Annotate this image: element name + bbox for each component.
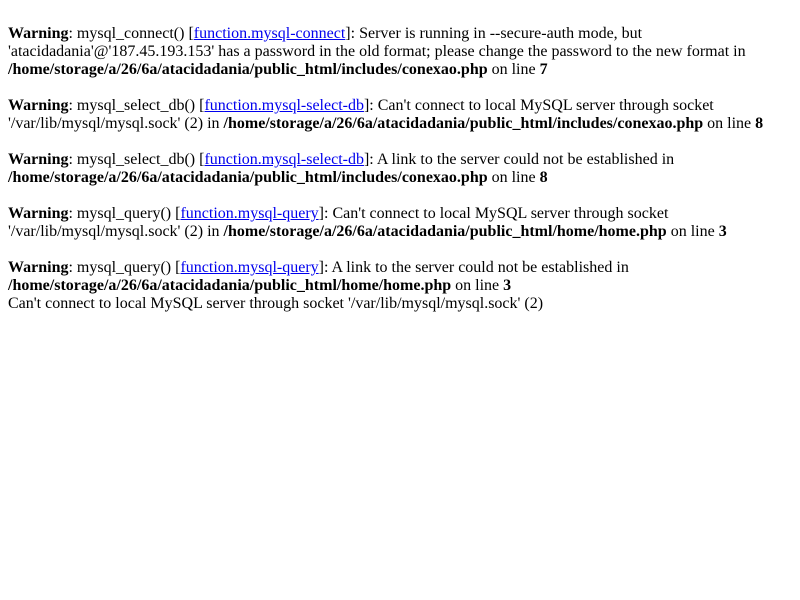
function-doc-link[interactable]: function.mysql-connect [193,25,346,42]
warning-message: Warning: mysql_select_db() [function.mysql-select-db]: Can't connect to local MySQL server through socket '/var/lib/mysql/mysql.sock' (2) in /home/storage/a/26/6a/atacidadania/public_html/includes/conexao.php on line 8 [8,97,764,132]
line-number: 8 [755,115,764,132]
warning-text: A link to the server could not be established in [376,151,675,168]
on-line-text: on line [455,277,500,294]
warning-text: A link to the server could not be established in [331,259,629,276]
line-number: 7 [539,61,548,78]
function-doc-link[interactable]: function.mysql-select-db [204,97,364,114]
warning-label: Warning [8,25,69,42]
line-number: 3 [503,277,512,294]
warning-text: Server is running in --secure-auth mode, but 'atacidadania'@'187.45.193.153' has a password in the old format; please change the password to the new format in [8,25,746,60]
function-name: mysql_query() [76,259,172,276]
warning-label: Warning [8,205,69,222]
warning-label: Warning [8,259,69,276]
on-line-text: on line [491,169,536,186]
file-path: /home/storage/a/26/6a/atacidadania/public_html/includes/conexao.php [8,61,488,78]
warning-message: Warning: mysql_connect() [function.mysql-connect]: Server is running in --secure-auth mode, but 'atacidadania'@'187.45.193.153' has a password in the old format; please change the password to the new format in /home/storage/a/26/6a/atacidadania/public_html/includes/conexao.php on line 7 [8,25,746,78]
warning-text: Can't connect to local MySQL server through socket '/var/lib/mysql/mysql.sock' (2) in [8,205,669,240]
file-path: /home/storage/a/26/6a/atacidadania/public_html/home/home.php [8,277,452,294]
function-name: mysql_select_db() [76,151,196,168]
function-name: mysql_query() [76,205,172,222]
function-doc-link[interactable]: function.mysql-query [180,205,319,222]
warning-text: Can't connect to local MySQL server through socket '/var/lib/mysql/mysql.sock' (2) in [8,97,714,132]
line-number: 3 [718,223,727,240]
on-line-text: on line [707,115,752,132]
warning-label: Warning [8,151,69,168]
function-doc-link[interactable]: function.mysql-query [180,259,319,276]
file-path: /home/storage/a/26/6a/atacidadania/public_html/includes/conexao.php [8,169,488,186]
file-path: /home/storage/a/26/6a/atacidadania/public_html/home/home.php [223,223,667,240]
warning-message: Warning: mysql_select_db() [function.mysql-select-db]: A link to the server could not be established in /home/storage/a/26/6a/atacidadania/public_html/includes/conexao.php on line 8 [8,151,675,186]
on-line-text: on line [670,223,715,240]
line-number: 8 [539,169,548,186]
warning-message: Warning: mysql_query() [function.mysql-query]: A link to the server could not be established in /home/storage/a/26/6a/atacidadania/public_html/home/home.php on line 3 [8,259,629,294]
on-line-text: on line [491,61,536,78]
function-doc-link[interactable]: function.mysql-select-db [204,151,364,168]
file-path: /home/storage/a/26/6a/atacidadania/public_html/includes/conexao.php [223,115,704,132]
warning-label: Warning [8,97,69,114]
final-error-message: Can't connect to local MySQL server through socket '/var/lib/mysql/mysql.sock' (2) [8,295,544,312]
warning-message: Warning: mysql_query() [function.mysql-query]: Can't connect to local MySQL server through socket '/var/lib/mysql/mysql.sock' (2) in /home/storage/a/26/6a/atacidadania/public_html/home/home.php on line 3 [8,205,727,240]
function-name: mysql_connect() [76,25,185,42]
function-name: mysql_select_db() [76,97,196,114]
